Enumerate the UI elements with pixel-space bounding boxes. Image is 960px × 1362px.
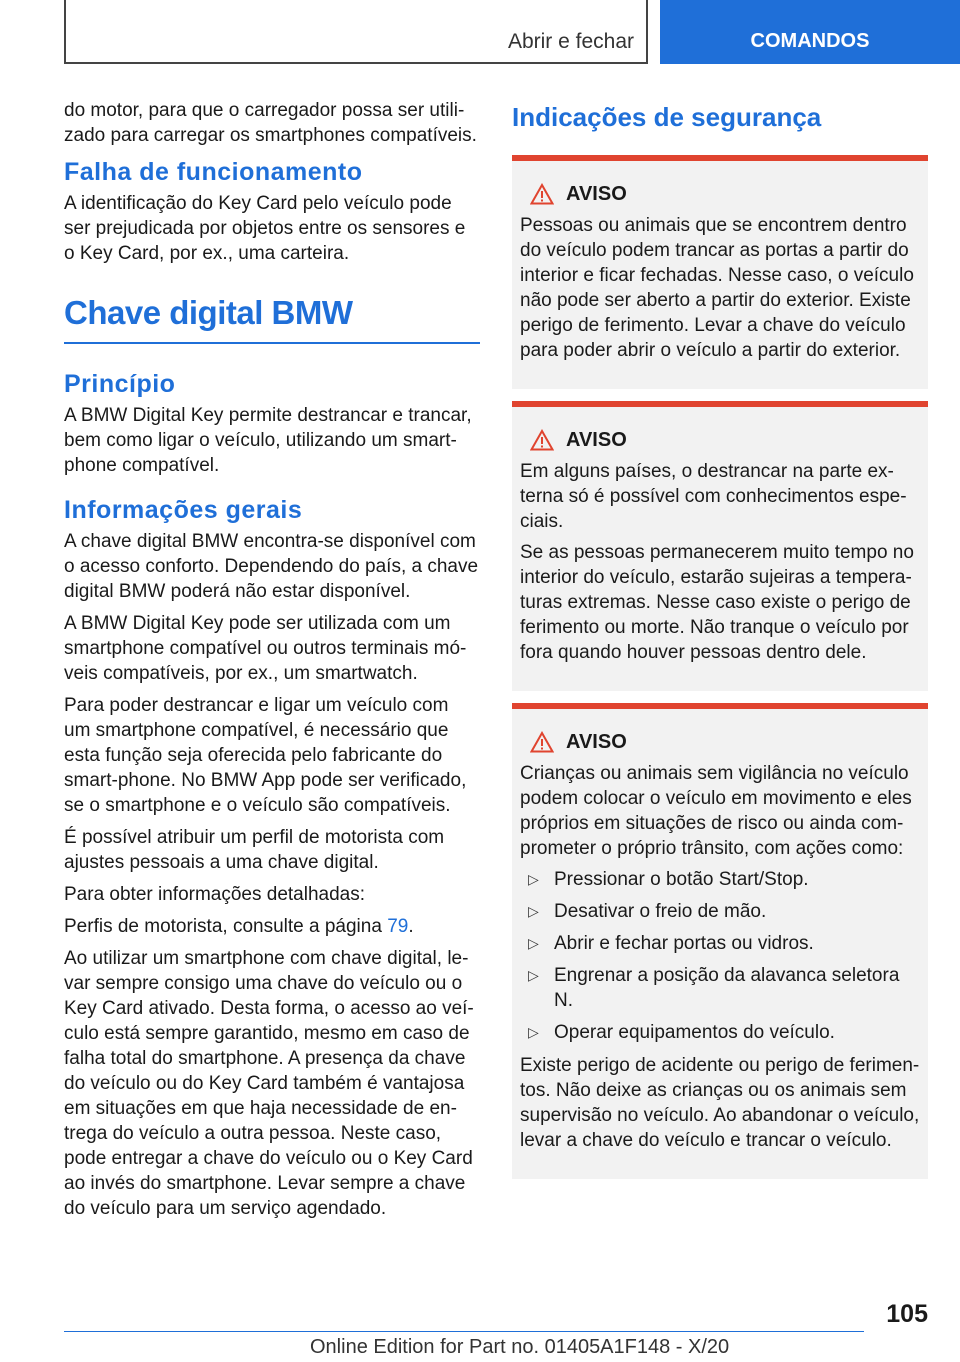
- warning-title: AVISO: [566, 428, 627, 451]
- list-item-text: Pressionar o botão Start/Stop.: [554, 869, 809, 890]
- safety-heading: Indicações de segurança: [512, 102, 822, 132]
- general-paragraph: Para poder destrancar e ligar um veículo com um smartphone compatível, é necessário que esta função seja oferecida pelo fabricante do smart-phone. No BMW App pode ser verificado, se o smartphone e o veículo são compatíveis.: [64, 695, 467, 816]
- list-item: [520, 931, 920, 956]
- general-paragraph: Para obter informações detalhadas:: [64, 884, 366, 905]
- footer-divider: [64, 1331, 864, 1332]
- warning-title: AVISO: [566, 182, 627, 205]
- intro-paragraph: do motor, para que o carregador possa ser utili-zado para carregar os smartphones compatíveis.: [64, 100, 477, 146]
- warning-paragraph: Em alguns países, o destrancar na parte ex-terna só é possível com conhecimentos espe-ciais.: [520, 461, 907, 532]
- list-item: [520, 963, 920, 1013]
- principle-paragraph: A BMW Digital Key permite destrancar e trancar, bem como ligar o veículo, utilizando um smart-phone compatível.: [64, 405, 472, 476]
- chapter-tab-label: COMANDOS: [750, 29, 870, 52]
- list-item-text: Abrir e fechar portas ou vidros.: [554, 933, 814, 954]
- list-item-text: Desativar o freio de mão.: [554, 901, 767, 922]
- failure-heading: Falha de funcionamento: [64, 158, 363, 186]
- chapter-title: Chave digital BMW: [64, 294, 480, 344]
- page-reference-link[interactable]: 79: [387, 916, 409, 937]
- reference-text: Perfis de motorista, consulte a página: [64, 916, 388, 937]
- warning-triangle-icon: [520, 429, 564, 451]
- warning-triangle-icon: [520, 731, 564, 753]
- warning-paragraph: Crianças ou animais sem vigilância no veículo podem colocar o veículo em movimento e eles próprios em situações de risco ou ainda com-prometer o próprio trânsito, com ações como:: [520, 763, 912, 859]
- warning-paragraph: Existe perigo de acidente ou perigo de ferimen-tos. Não deixe as crianças ou os animais sem supervisão no veículo. Ao abandonar o veículo, levar a chave do veículo e trancar o veículo.: [520, 1055, 920, 1151]
- general-paragraph: A chave digital BMW encontra-se disponível com o acesso conforto. Dependendo do país, a chave digital BMW poderá não estar disponível.: [64, 531, 479, 602]
- reference-paragraph: [64, 914, 480, 939]
- general-paragraph: Ao utilizar um smartphone com chave digital, le-var sempre consigo uma chave do veículo ou o Key Card ativado. Desta forma, o acesso ao veí-culo está sempre garantido, mesmo em caso de falha total do smartphone. A presença da chave do veículo ou do Key Card também é vantajosa em situações em que haja necessidade de en-trega do veículo a outra pessoa. Neste caso, pode entregar a chave do veículo ou o Key Card ao invés do smartphone. Levar sempre a chave do veículo para um serviço agendado.: [64, 948, 474, 1219]
- list-item: [520, 1020, 920, 1045]
- failure-paragraph: A identificação do Key Card pelo veículo pode ser prejudicada por objetos entre os sensores e o Key Card, por ex., uma carteira.: [64, 193, 466, 264]
- list-item: [520, 867, 920, 892]
- list-item-text: Operar equipamentos do veículo.: [554, 1022, 835, 1043]
- right-column: [512, 98, 928, 1191]
- footer-edition: Online Edition for Part no. 01405A1F148 - X/20: [310, 1336, 730, 1358]
- reference-end: .: [408, 916, 414, 937]
- chapter-tab[interactable]: [660, 0, 960, 64]
- general-paragraph: É possível atribuir um perfil de motorista com ajustes pessoais a uma chave digital.: [64, 827, 445, 873]
- warning-paragraph: Se as pessoas permanecerem muito tempo no interior do veículo, estarão sujeiras a tempera-turas extremas. Nesse caso existe o perigo de ferimento ou morte. Não tranque o veículo por fora quando houver pessoas dentro dele.: [520, 542, 914, 663]
- warning-box: [512, 703, 928, 1179]
- general-heading: Informações gerais: [64, 496, 303, 524]
- warning-triangle-icon: [520, 183, 564, 205]
- bullet-triangle-icon: ▷: [528, 903, 539, 919]
- warning-box: [512, 401, 928, 691]
- page-number: 105: [886, 1300, 928, 1328]
- bullet-triangle-icon: ▷: [528, 871, 539, 887]
- warning-title: AVISO: [566, 730, 627, 753]
- principle-heading: Princípio: [64, 370, 176, 398]
- list-item-text: Engrenar a posição da alavanca seletora N.: [554, 965, 900, 1011]
- bullet-triangle-icon: ▷: [528, 1024, 539, 1040]
- bullet-triangle-icon: ▷: [528, 967, 539, 983]
- header-section-title: Abrir e fechar: [507, 30, 634, 53]
- warning-bullet-list: [520, 867, 920, 1045]
- warning-paragraph: Pessoas ou animais que se encontrem dentro do veículo podem trancar as portas a partir do interior e ficar fechadas. Nesse caso, o veículo não pode ser aberto a partir do exterior. Existe perigo de ferimento. Levar a chave do veículo para poder abrir o veículo a partir do exterior.: [520, 215, 914, 361]
- list-item: [520, 899, 920, 924]
- left-column: [64, 98, 480, 1228]
- bullet-triangle-icon: ▷: [528, 935, 539, 951]
- general-paragraph: A BMW Digital Key pode ser utilizada com um smartphone compatível ou outros terminais mó-veis compatíveis, por ex., um smartwatch.: [64, 613, 467, 684]
- warning-box: [512, 155, 928, 389]
